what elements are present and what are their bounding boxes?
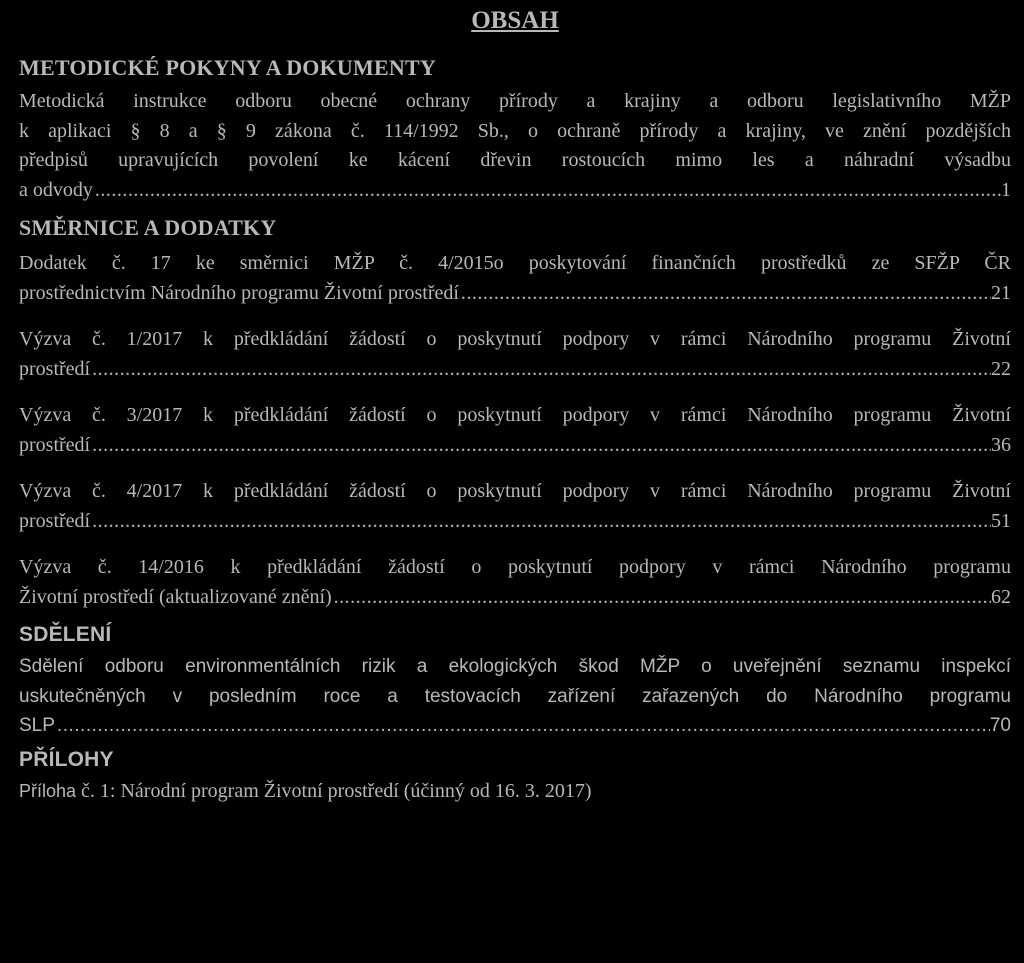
toc-entry-line: Výzva č. 4/2017 k předkládání žádostí o poskytnutí podpory v rámci Národního programu Životní [19,480,1011,502]
toc-entry-leader-line [19,583,1011,613]
toc-entry[interactable] [19,652,1011,741]
dot-leader [332,583,991,613]
toc-page-number: 22 [991,357,1011,380]
toc-entry[interactable] [19,777,1011,807]
toc-entry-leader-line [19,711,1011,741]
toc-entry[interactable] [19,325,1011,384]
toc-entry-text: a odvody [19,178,93,201]
toc-entry-text: SLP [19,715,55,736]
toc-entry-line: Dodatek č. 17 ke směrnici MŽP č. 4/2015o poskytování finančních prostředků ze SFŽP ČR [19,252,1011,274]
dot-leader [90,431,991,461]
page-title: OBSAH [471,7,559,34]
section-heading-smernice: SMĚRNICE A DODATKY [19,215,277,240]
toc-entry-text [19,780,592,802]
toc-entry-text: č. 1: Národní program Životní prostředí (účinný od 16. 3. 2017) [76,779,592,802]
dot-leader [459,279,991,309]
toc-page-number: 1 [1001,178,1011,201]
toc-entry-leader-line [19,355,1011,385]
toc-page-number: 51 [991,509,1011,532]
toc-entry-leader-line [19,507,1011,537]
toc-entry-leader-line [19,279,1011,309]
toc-entry-text: prostřednictvím Národního programu Životní prostředí [19,281,459,304]
toc-entry[interactable] [19,401,1011,460]
toc-entry-line: Sdělení odboru environmentálních rizik a ekologických škod MŽP o uveřejnění seznamu inspekcí [19,656,1011,677]
toc-page-number: 36 [991,433,1011,456]
toc-entry-line: k aplikaci § 8 a § 9 zákona č. 114/1992 Sb., o ochraně přírody a krajiny, ve znění pozdějších [19,119,1011,142]
dot-leader [93,176,1001,206]
toc-entry[interactable] [19,553,1011,612]
toc-entry-line: Výzva č. 3/2017 k předkládání žádostí o poskytnutí podpory v rámci Národního programu Životní [19,404,1011,426]
toc-entry-leader-line [19,176,1011,206]
toc-entry-prefix: Příloha [19,780,77,801]
toc-entry-line: Metodická instrukce odboru obecné ochrany přírody a krajiny a odboru legislativního MŽP [19,90,1011,112]
dot-leader [90,507,991,537]
dot-leader [55,711,990,741]
dot-leader [90,355,991,385]
toc-page-number: 21 [991,281,1011,304]
toc-entry-text: Životní prostředí (aktualizované znění) [19,585,332,608]
toc-entry-text: prostředí [19,433,91,456]
toc-entry[interactable] [19,249,1011,308]
section-heading-metodicke-pokyny: METODICKÉ POKYNY A DOKUMENTY [19,55,436,80]
toc-entry-line: Výzva č. 1/2017 k předkládání žádostí o poskytnutí podpory v rámci Národního programu Životní [19,328,1011,350]
section-heading-sdeleni: SDĚLENÍ [19,623,112,646]
toc-entry-line: uskutečněných v posledním roce a testovacích zařízení zařazených do Národního programu [19,685,1011,707]
toc-page-number: 62 [991,585,1011,608]
toc-page-number: 70 [989,715,1011,736]
toc-entry-leader-line [19,431,1011,461]
toc-entry-text: prostředí [19,509,91,532]
toc-entry-text: prostředí [19,357,91,380]
toc-entry-line: předpisů upravujících povolení ke kácení dřevin rostoucích mimo les a náhradní výsadbu [19,149,1011,171]
toc-entry[interactable] [19,477,1011,536]
toc-entry[interactable] [19,87,1011,205]
table-of-contents [19,0,1011,806]
section-heading-prilohy: PŘÍLOHY [19,747,114,771]
toc-entry-line: Výzva č. 14/2016 k předkládání žádostí o poskytnutí podpory v rámci Národního programu [19,556,1011,578]
